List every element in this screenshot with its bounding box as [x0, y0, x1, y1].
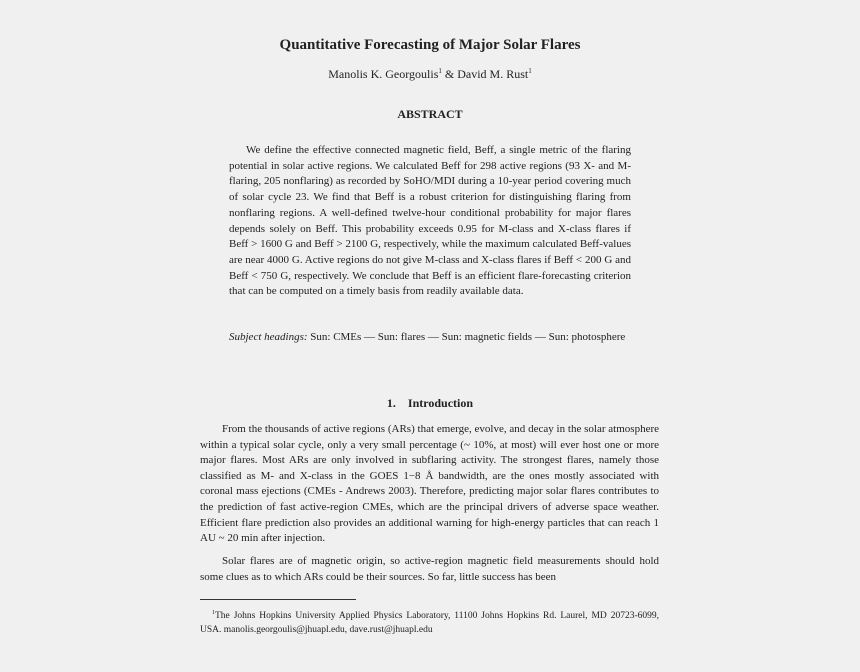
section-number: 1. — [386, 396, 396, 410]
author-name: Manolis K. Georgoulis — [328, 67, 439, 81]
section-heading — [0, 396, 860, 411]
footnote — [200, 606, 659, 637]
footnote-text: The Johns Hopkins University Applied Physics Laboratory, 11100 Johns Hopkins Rd. Laurel, MD 20723-6099, USA. manolis.georgoulis@jhuapl.edu, dave.rust@jhuapl.edu — [200, 611, 659, 635]
footnote-divider — [200, 599, 356, 600]
body-paragraph: From the thousands of active regions (ARs) that emerge, evolve, and decay in the solar atmosphere within a typical solar cycle, only a very small percentage (~ 10%, at most) will ever host one or more major flares. Most ARs are only involved in subflaring activity. The strongest flares, namely those classified as M- and X-class in the GOES 1−8 Å bandwidth, are the ones mostly associated with coronal mass ejections (CMEs - Andrews 2003). Therefore, predicting major solar flares contributes to the prediction of fast active-region CMEs, which are the principal drivers of adverse space weather. Efficient flare prediction also provides an additional warning for high-energy particles that can reach 1 AU ~ 20 min after injection. — [200, 423, 659, 545]
paper-title: Quantitative Forecasting of Major Solar Flares — [279, 37, 581, 53]
author-line — [0, 67, 860, 82]
section-title: Introduction — [407, 396, 474, 410]
subject-headings-text: Sun: CMEs — Sun: flares — Sun: magnetic fields — Sun: photosphere — [307, 331, 626, 343]
footnote-mark: 1 — [212, 610, 215, 616]
abstract-body: We define the effective connected magnetic field, Beff, a single metric of the flaring potential in solar active regions. We calculated Beff for 298 active regions (93 X- and M-flaring, 205 nonflaring) as recorded by SoHO/MDI during a 10-year period covering much of solar cycle 23. We find that Beff is a robust criterion for distinguishing flaring from nonflaring regions. A well-defined twelve-hour conditional probability for major flares depends solely on Beff. This probability exceeds 0.95 for M-class and X-class flares if Beff > 1600 G and Beff > 2100 G, respectively, while the maximum calculated Beff-values are near 4000 G. Active regions do not give M-class and X-class flares if Beff < 200 G and Beff < 750 G, respectively. We conclude that Beff is an efficient flare-forecasting criterion that can be computed on a timely basis from readily available data. — [229, 144, 631, 298]
author-name: David M. Rust — [457, 67, 529, 81]
affiliation-mark: 1 — [438, 67, 442, 75]
subject-headings-label: Subject headings: — [229, 331, 308, 343]
abstract-heading: ABSTRACT — [397, 107, 463, 121]
body-paragraph: Solar flares are of magnetic origin, so active-region magnetic field measurements should hold some clues as to which ARs could be their sources. So far, little success has been — [200, 555, 659, 583]
affiliation-mark: 1 — [528, 67, 532, 75]
author-separator: & — [441, 67, 458, 81]
subject-headings — [229, 330, 631, 346]
